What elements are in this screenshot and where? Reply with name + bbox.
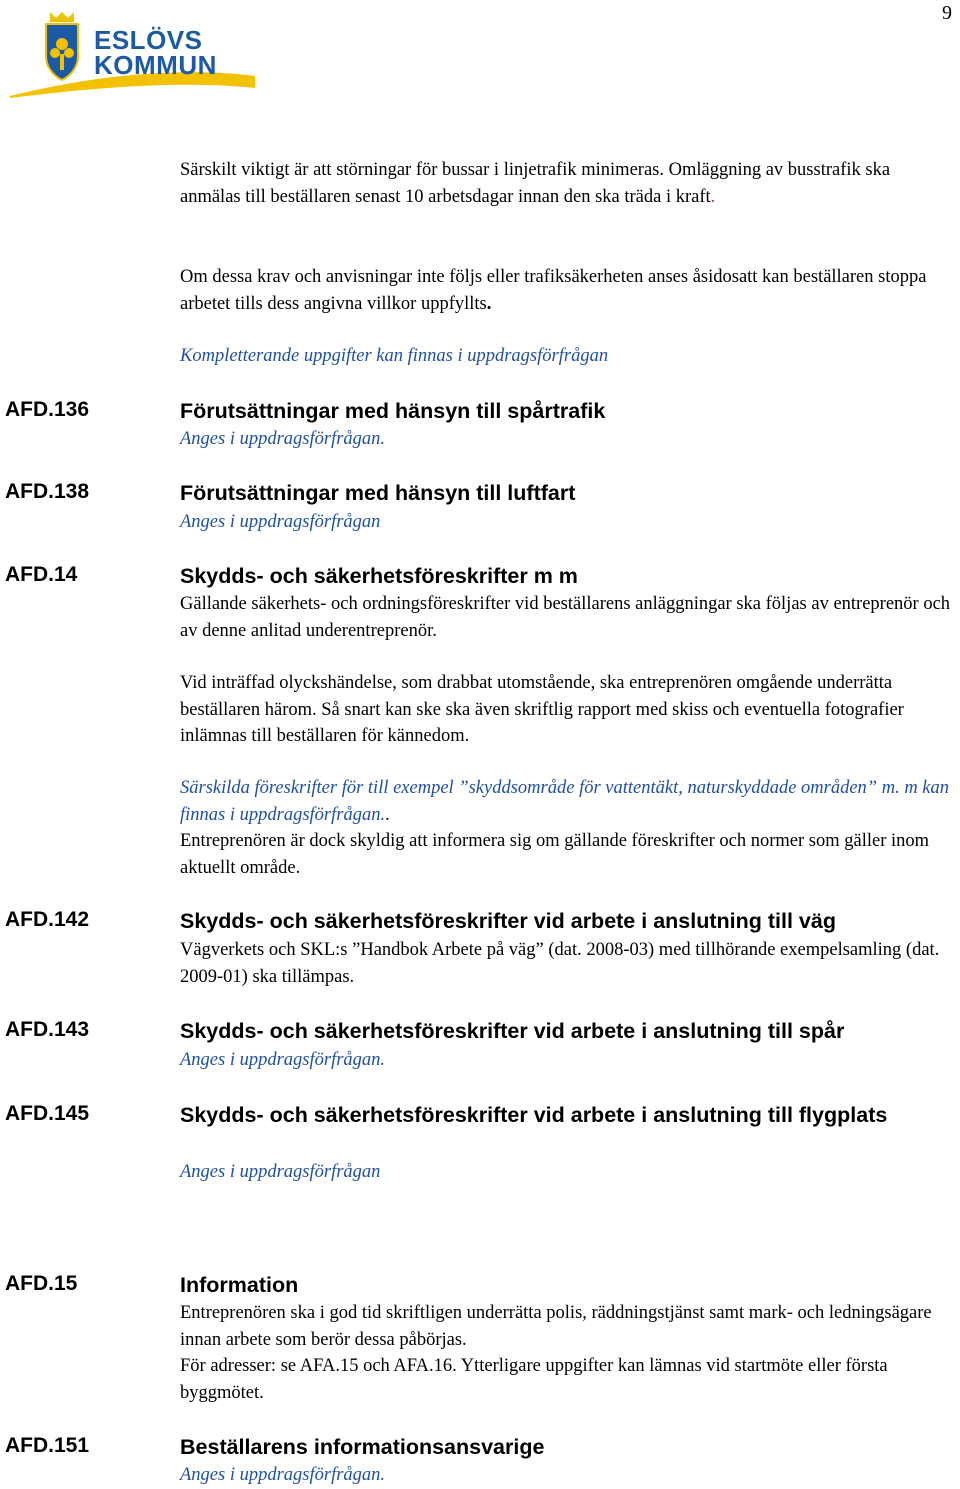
section-title-afd145: Skydds- och säkerhetsföreskrifter vid arbete i anslutning till flygplats (180, 1103, 888, 1127)
section-note-afd14: Särskilda föreskrifter för till exempel ”skyddsområde för vattentäkt, naturskyddade områden” m. m kan finnas i uppdragsförfrågan.. (180, 778, 950, 825)
coat-of-arms-icon (46, 12, 78, 80)
section-paragraph-afd14-2: Vid inträffad olyckshändelse, som drabbat utomstående, ska entreprenören omgående underrätta beställaren härom. Så snart kan ske ska även skriftlig rapport med skiss och eventuella fotografier inlämnas till beställaren för kännedom. (180, 673, 904, 746)
intro-paragraph-2: Om dessa krav och anvisningar inte följs eller trafiksäkerheten anses åsidosatt kan beställaren stoppa arbetet tills dess angivna villkor uppfyllts. (180, 267, 927, 314)
section-title-afd142: Skydds- och säkerhetsföreskrifter vid arbete i anslutning till väg (180, 909, 836, 933)
section-title-afd14: Skydds- och säkerhetsföreskrifter m m (180, 564, 578, 588)
section-code-afd151: AFD.151 (5, 1434, 90, 1457)
section-note-afd145: Anges i uppdragsförfrågan (180, 1162, 381, 1182)
section-note-afd151: Anges i uppdragsförfrågan. (180, 1465, 386, 1485)
section-note-afd143: Anges i uppdragsförfrågan. (180, 1050, 386, 1070)
intro-paragraph-1: Särskilt viktigt är att störningar för bussar i linjetrafik minimeras. Omläggning av busstrafik ska anmälas till beställaren senast 10 arbetsdagar innan den ska träda i kraft. (180, 160, 891, 207)
section-paragraph-afd15-2: För adresser: se AFA.15 och AFA.16. Ytterligare uppgifter kan lämnas vid startmöte eller första byggmötet. (180, 1356, 888, 1403)
section-code-afd145: AFD.145 (5, 1102, 90, 1125)
section-code-afd143: AFD.143 (5, 1018, 90, 1041)
section-paragraph-afd142: Vägverkets och SKL:s ”Handbok Arbete på väg” (dat. 2008-03) med tillhörande exempelsamling (dat. 2009-01) ska tillämpas. (180, 940, 940, 987)
section-title-afd138: Förutsättningar med hänsyn till luftfart (180, 481, 576, 505)
section-code-afd136: AFD.136 (5, 398, 90, 421)
logo-wordmark: ESLÖVS KOMMUN (94, 25, 217, 80)
section-paragraph-afd15-1: Entreprenören ska i god tid skriftligen underrätta polis, räddningstjänst samt mark- och ledningsägare innan arbete som berör dessa påbörjas. (180, 1303, 932, 1350)
section-paragraph-afd14-3: Entreprenören är dock skyldig att informera sig om gällande föreskrifter och normer som gäller inom aktuellt område. (180, 831, 930, 878)
page-number: 9 (942, 2, 952, 24)
section-code-afd142: AFD.142 (5, 908, 90, 931)
section-title-afd15: Information (180, 1273, 299, 1297)
section-paragraph-afd14-1: Gällande säkerhets- och ordningsföreskrifter vid beställarens anläggningar ska följas av entreprenör och av denne anlitad underentreprenör. (180, 594, 951, 641)
section-note-afd138: Anges i uppdragsförfrågan (180, 512, 381, 532)
section-code-afd138: AFD.138 (5, 480, 90, 503)
section-code-afd14: AFD.14 (5, 563, 78, 586)
eslovs-kommun-logo (10, 6, 260, 98)
intro-note: Kompletterande uppgifter kan finnas i uppdragsförfrågan (180, 346, 609, 366)
section-note-afd136: Anges i uppdragsförfrågan. (180, 429, 386, 449)
section-title-afd151: Beställarens informationsansvarige (180, 1435, 545, 1459)
section-title-afd136: Förutsättningar med hänsyn till spårtrafik (180, 399, 606, 423)
section-code-afd15: AFD.15 (5, 1272, 78, 1295)
section-title-afd143: Skydds- och säkerhetsföreskrifter vid arbete i anslutning till spår (180, 1019, 845, 1043)
